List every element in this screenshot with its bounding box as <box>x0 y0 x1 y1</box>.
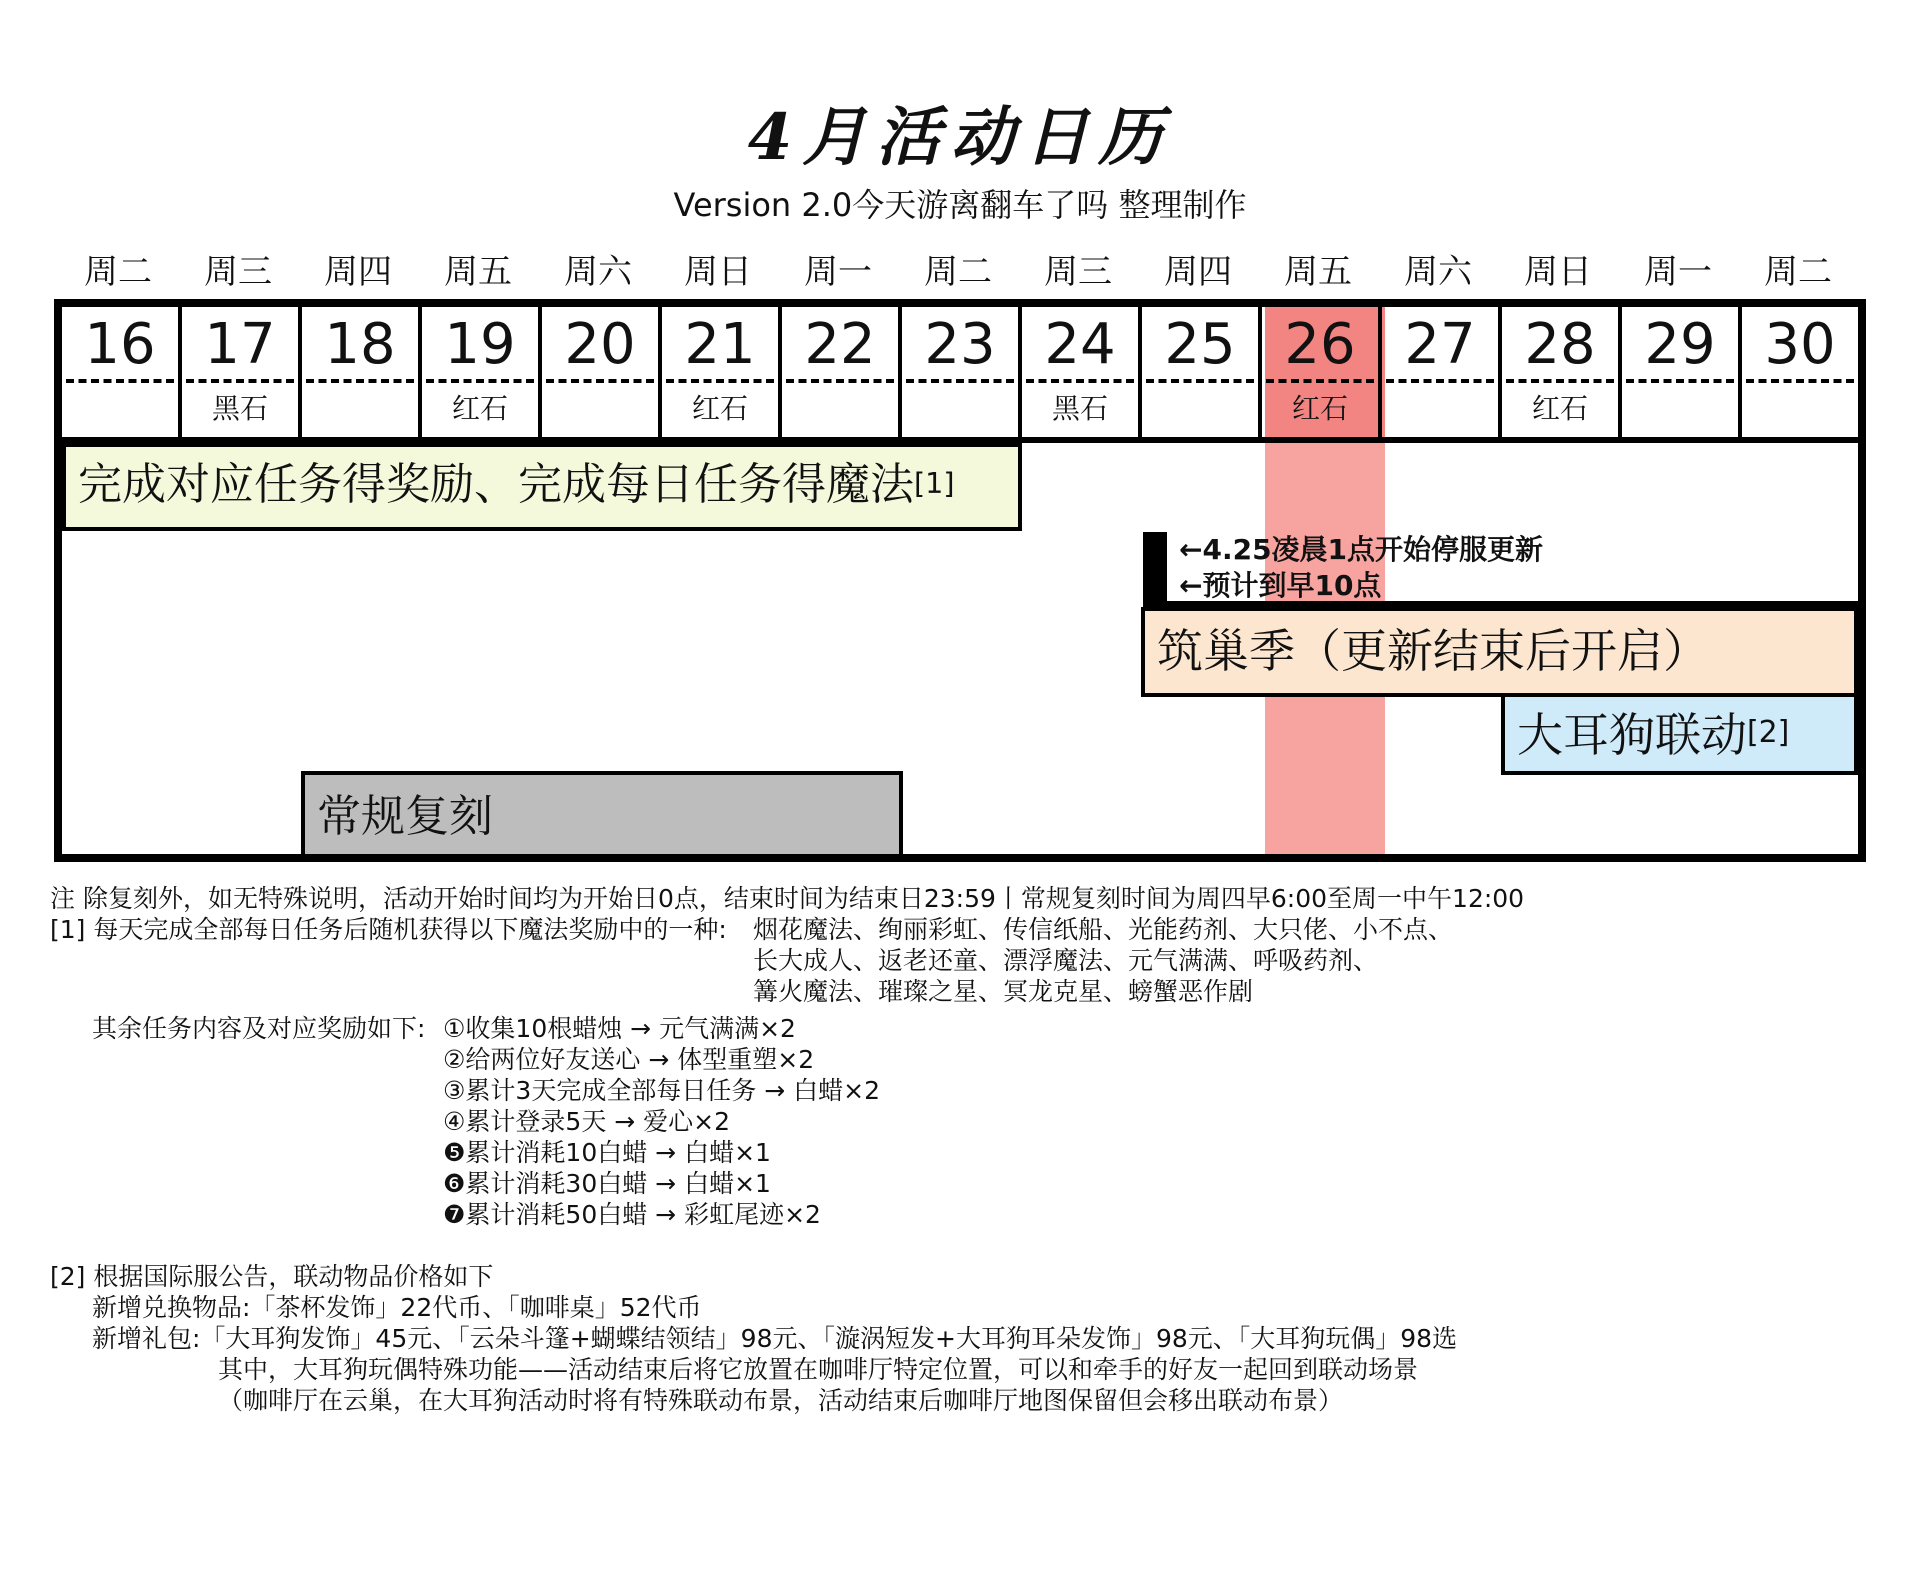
event-label-nesting-season: 筑巢季（更新结束后开启） <box>1157 624 1709 678</box>
day-divider <box>1506 379 1614 383</box>
maintenance-marker <box>1143 532 1167 607</box>
weekday-label: 周一 <box>1644 252 1712 292</box>
footnote-ref-2: [2] <box>1747 715 1790 750</box>
weekday-label: 周五 <box>444 252 512 292</box>
day-divider <box>66 379 174 383</box>
weekday-label: 周二 <box>1764 252 1832 292</box>
day-number: 30 <box>1764 312 1836 377</box>
note-2-detail-1: 其中，大耳狗玩偶特殊功能——活动结束后将它放置在咖啡厅特定位置，可以和牵手的好友一起回到联动场景 <box>218 1355 1419 1384</box>
note-1-list-line3: 篝火魔法、璀璨之星、冥龙克星、螃蟹恶作剧 <box>753 977 1254 1006</box>
note-1-list-line2: 长大成人、返老还童、漂浮魔法、元气满满、呼吸药剂、 <box>753 946 1379 975</box>
note-1-list-line1: 烟花魔法、绚丽彩虹、传信纸船、光能药剂、大只佬、小不点、 <box>753 915 1454 944</box>
day-number: 16 <box>84 312 156 377</box>
note-2-intro: [2] 根据国际服公告，联动物品价格如下 <box>50 1262 494 1291</box>
weekday-label: 周日 <box>684 252 752 292</box>
day-cell <box>1262 307 1382 437</box>
calendar-grid <box>54 299 1866 862</box>
day-divider <box>1746 379 1854 383</box>
weekday-label: 周日 <box>1524 252 1592 292</box>
weekday-label: 周三 <box>204 252 272 292</box>
task-item: ❼累计消耗50白蜡 → 彩虹尾迹×2 <box>443 1200 821 1229</box>
day-number: 29 <box>1644 312 1716 377</box>
day-divider <box>426 379 534 383</box>
day-cell <box>182 307 302 437</box>
day-cell <box>302 307 422 437</box>
maintenance-text-end: ←预计到早10点 <box>1179 569 1382 602</box>
maintenance-underline <box>1143 601 1858 607</box>
day-tag: 黑石 <box>211 392 268 425</box>
event-label-collab: 大耳狗联动[2] <box>1517 708 1790 762</box>
day-divider <box>786 379 894 383</box>
weekday-label: 周六 <box>1404 252 1472 292</box>
maintenance-text-start: ←4.25凌晨1点开始停服更新 <box>1179 533 1544 566</box>
event-bar-tasks <box>62 443 1022 531</box>
day-divider <box>666 379 774 383</box>
day-cell <box>782 307 902 437</box>
event-label-rerun: 常规复刻 <box>317 791 493 842</box>
day-divider <box>1266 379 1374 383</box>
day-number: 24 <box>1044 312 1116 377</box>
event-bar-rerun <box>301 771 903 854</box>
weekday-label: 周四 <box>1164 252 1232 292</box>
task-item: ④累计登录5天 → 爱心×2 <box>443 1107 731 1136</box>
note-2-detail-2: （咖啡厅在云巢，在大耳狗活动时将有特殊联动布景，活动结束后咖啡厅地图保留但会移出联动布景） <box>218 1386 1344 1415</box>
day-number: 17 <box>204 312 276 377</box>
day-cell <box>662 307 782 437</box>
day-number: 22 <box>804 312 876 377</box>
day-divider <box>1146 379 1254 383</box>
day-tag: 红石 <box>1291 392 1348 425</box>
weekday-label: 周二 <box>84 252 152 292</box>
day-cell <box>1142 307 1262 437</box>
day-divider <box>1386 379 1494 383</box>
day-divider <box>906 379 1014 383</box>
page-title: 4月活动日历 <box>747 100 1173 175</box>
weekday-label: 周一 <box>804 252 872 292</box>
task-item: ②给两位好友送心 → 体型重塑×2 <box>443 1045 815 1074</box>
day-number: 26 <box>1284 312 1356 377</box>
day-cell <box>1022 307 1142 437</box>
note-2-exchange: 新增兑换物品:「茶杯发饰」22代币、「咖啡桌」52代币 <box>92 1293 702 1322</box>
day-number: 20 <box>564 312 636 377</box>
task-item: ①收集10根蜡烛 → 元气满满×2 <box>443 1014 796 1043</box>
day-cell <box>542 307 662 437</box>
day-number: 28 <box>1524 312 1596 377</box>
event-label-tasks: 完成对应任务得奖励、完成每日任务得魔法[1] <box>78 459 955 510</box>
weekday-label: 周四 <box>324 252 392 292</box>
day-number: 21 <box>684 312 756 377</box>
day-cell <box>1382 307 1502 437</box>
day-number: 27 <box>1404 312 1476 377</box>
day-tag: 红石 <box>451 392 508 425</box>
event-bar-nesting-season <box>1141 607 1858 697</box>
note-2-gifts: 新增礼包:「大耳狗发饰」45元、「云朵斗篷+蝴蝶结领结」98元、「漩涡短发+大耳狗耳朵发饰」98元、「大耳狗玩偶」98选 <box>92 1324 1458 1353</box>
weekday-label: 周六 <box>564 252 632 292</box>
day-cell <box>1622 307 1742 437</box>
date-row-divider <box>62 437 1858 443</box>
day-cell <box>422 307 542 437</box>
day-divider <box>306 379 414 383</box>
day-divider <box>546 379 654 383</box>
day-number: 25 <box>1164 312 1236 377</box>
day-divider <box>186 379 294 383</box>
footnote-ref-1: [1] <box>914 466 955 500</box>
day-cell <box>1742 307 1862 437</box>
task-item: ❻累计消耗30白蜡 → 白蜡×1 <box>443 1169 771 1198</box>
page-subtitle: Version 2.0今天游离翻车了吗 整理制作 <box>673 186 1247 224</box>
day-divider <box>1626 379 1734 383</box>
weekday-label: 周五 <box>1284 252 1352 292</box>
day-cell <box>902 307 1022 437</box>
task-item: ❺累计消耗10白蜡 → 白蜡×1 <box>443 1138 771 1167</box>
weekday-label: 周二 <box>924 252 992 292</box>
day-cell <box>1502 307 1622 437</box>
day-tag: 黑石 <box>1051 392 1108 425</box>
note-general: 注 除复刻外，如无特殊说明，活动开始时间均为开始日0点，结束时间为结束日23:59丨常规复刻时间为周四早6:00至周一中午12:00 <box>50 884 1525 913</box>
day-tag: 红石 <box>691 392 748 425</box>
day-cell <box>62 307 182 437</box>
day-divider <box>1026 379 1134 383</box>
day-tag: 红石 <box>1531 392 1588 425</box>
day-number: 23 <box>924 312 996 377</box>
weekday-label: 周三 <box>1044 252 1112 292</box>
note-1-intro: [1] 每天完成全部每日任务后随机获得以下魔法奖励中的一种: <box>50 915 727 944</box>
tasks-intro: 其余任务内容及对应奖励如下: <box>92 1014 426 1043</box>
day-number: 18 <box>324 312 396 377</box>
weekday-header-row <box>58 250 1858 294</box>
day-number: 19 <box>444 312 516 377</box>
event-bar-collab <box>1501 693 1858 775</box>
task-item: ③累计3天完成全部每日任务 → 白蜡×2 <box>443 1076 881 1105</box>
